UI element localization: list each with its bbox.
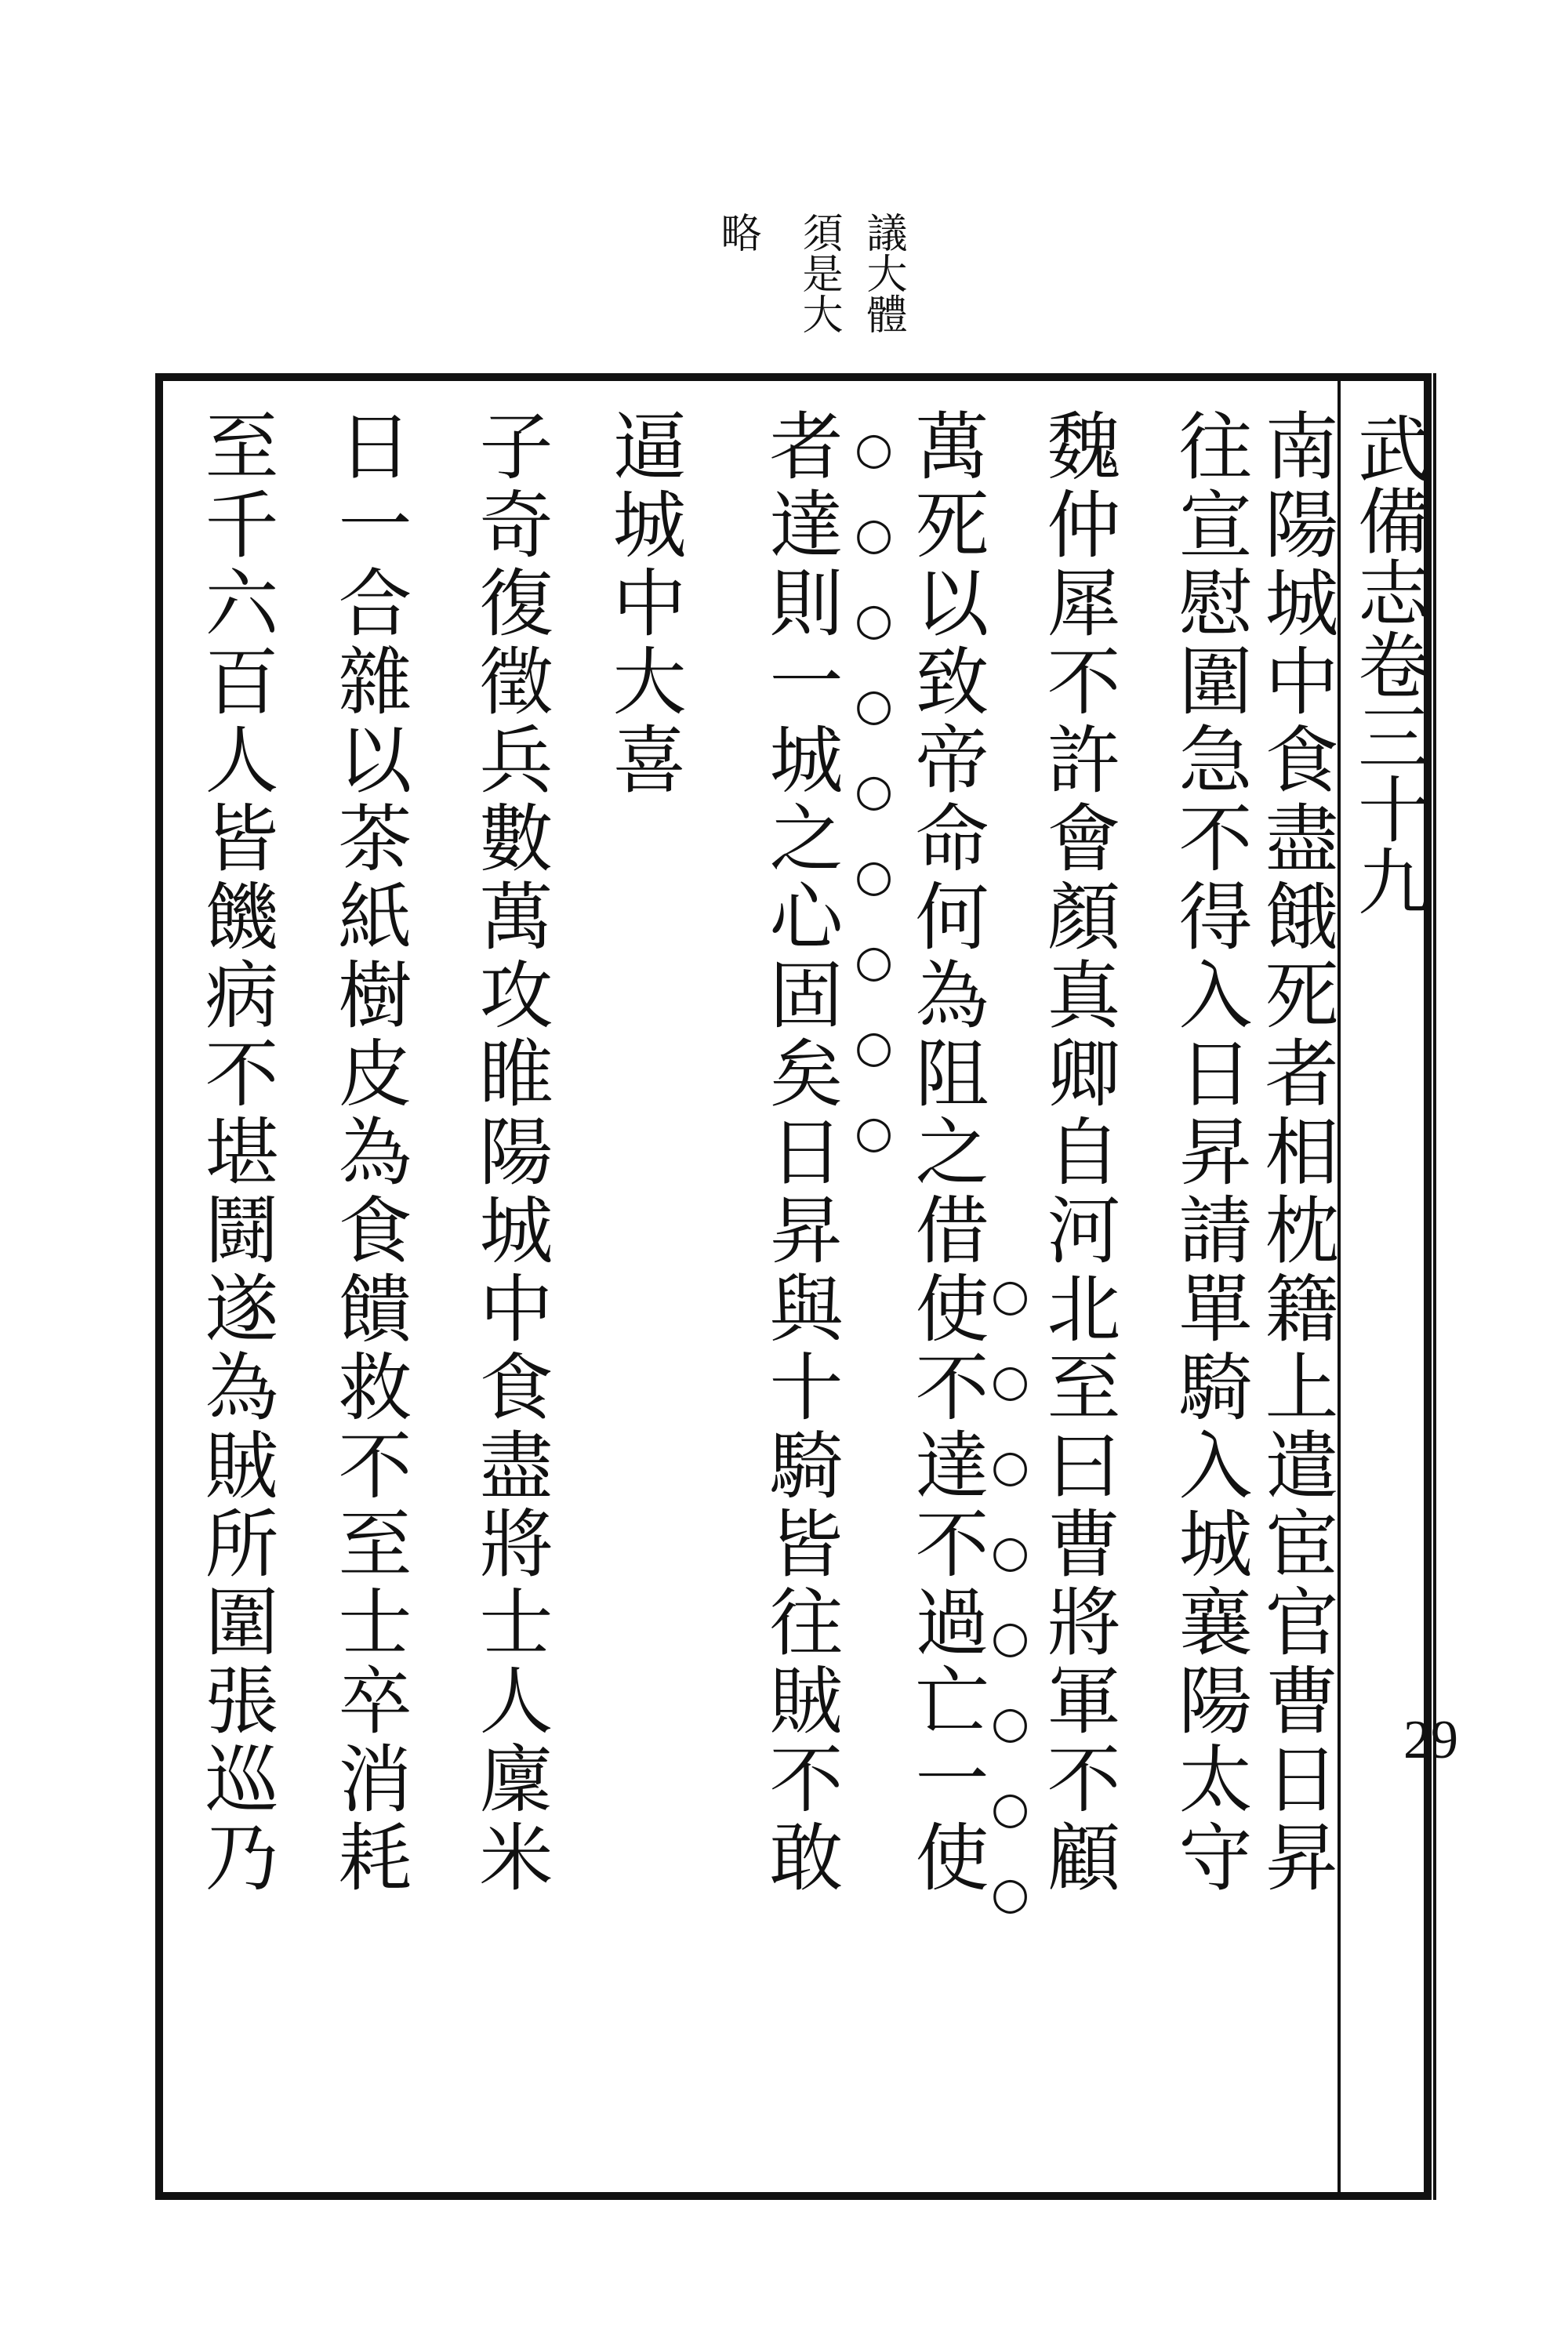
text-column-7: 子奇復徵兵數萬攻睢陽城中食盡將士人廩米 (466, 408, 552, 1897)
text-column-1: 南陽城中食盡餓死者相枕籍上遣宦官曹日昇 (1252, 408, 1338, 1897)
text-column-4: 萬死以致帝命何為阻之借使不達不過亡一使 (902, 408, 988, 1897)
margin-rule-outer (1433, 373, 1436, 2200)
annotation-2: 須是大 (795, 212, 842, 334)
circle-marks-column-4: ○○○○○○○○○ (848, 423, 899, 1192)
page-number: 29 (1403, 1710, 1458, 1770)
text-column-5: 者達則一城之心固矣日昇與十騎皆往賊不敢 (757, 408, 842, 1897)
annotation-3: 略 (713, 212, 760, 252)
text-column-6: 逼城中大喜 (600, 408, 685, 800)
margin-rule-inner (1338, 373, 1341, 2200)
text-column-8: 日一合雜以茶紙樹皮為食饋救不至士卒消耗 (325, 408, 411, 1897)
text-column-2: 往宣慰圍急不得入日昇請單騎入城襄陽太守 (1166, 408, 1251, 1897)
annotation-1: 議大體 (859, 212, 906, 334)
book-title: 武備志卷三十九 (1346, 412, 1430, 916)
circle-marks-column-3: ○○○○○○○○ (985, 1270, 1036, 1954)
text-column-3: 魏仲犀不許會顏真卿自河北至曰曹將軍不顧 (1034, 408, 1120, 1897)
text-column-9: 至千六百人皆饑病不堪鬪遂為賊所圍張巡乃 (192, 408, 278, 1897)
